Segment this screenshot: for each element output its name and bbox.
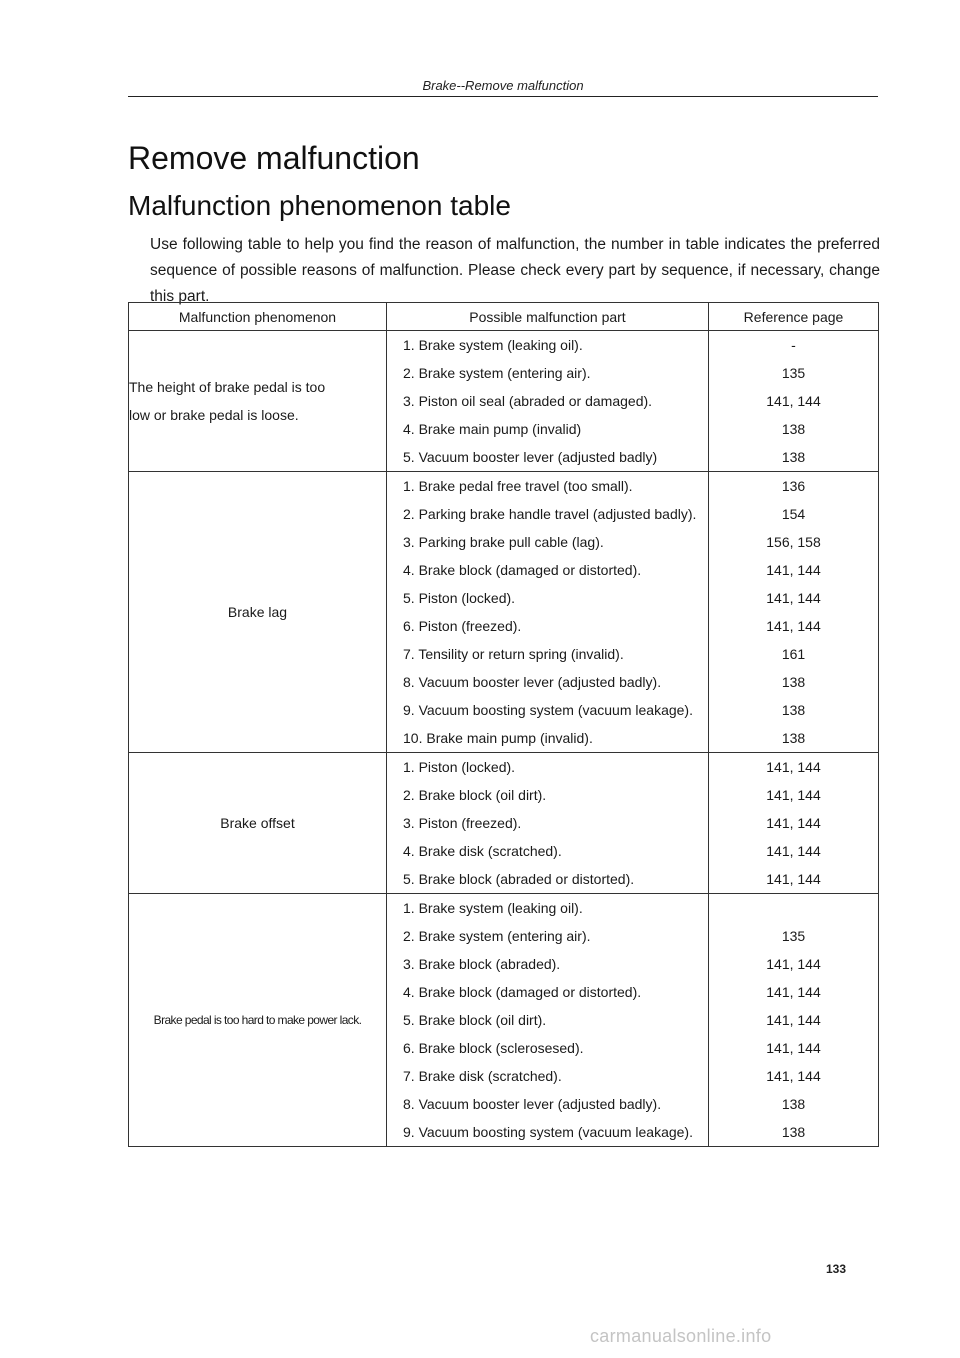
reference-item: 141, 144 (766, 590, 821, 606)
intro-paragraph: Use following table to help you find the reason of malfunction, the number in table indicates the preferred sequence of possible reasons of malfunction. Please check every part by sequence, if necessary, change this part. (150, 236, 880, 305)
part-item: 1. Brake system (leaking oil). (403, 900, 583, 916)
section-title: Malfunction phenomenon table (128, 190, 511, 221)
page-number: 133 (826, 1262, 847, 1276)
reference-list (709, 331, 878, 471)
reference-item: 141, 144 (766, 871, 821, 887)
phenomenon-text: Brake pedal is too hard to make power lack. (153, 1013, 362, 1027)
reference-item: 161 (781, 646, 806, 662)
page-title: Remove malfunction (128, 140, 420, 176)
reference-item: 138 (781, 421, 806, 437)
parts-list (387, 894, 708, 1146)
header-phenomenon: Malfunction phenomenon (129, 303, 387, 331)
part-item: 2. Brake system (entering air). (403, 365, 591, 381)
reference-list (709, 472, 878, 752)
reference-item: - (791, 337, 796, 353)
part-item: 2. Parking brake handle travel (adjusted badly). (403, 506, 697, 522)
part-item: 4. Brake block (damaged or distorted). (403, 562, 642, 578)
phenomenon-cell (129, 753, 387, 894)
part-item: 10. Brake main pump (invalid). (403, 730, 593, 746)
part-item: 6. Piston (freezed). (403, 618, 522, 634)
reference-item: 156, 158 (766, 534, 821, 550)
reference-item: 138 (781, 1124, 806, 1140)
part-item: 1. Brake pedal free travel (too small). (403, 478, 633, 494)
table-header-row (129, 303, 879, 331)
reference-list (709, 753, 878, 893)
parts-list (387, 472, 708, 752)
reference-item: 141, 144 (766, 1012, 821, 1028)
part-item: 8. Vacuum booster lever (adjusted badly). (403, 1096, 662, 1112)
part-item: 5. Brake block (oil dirt). (403, 1012, 547, 1028)
part-item: 4. Brake block (damaged or distorted). (403, 984, 642, 1000)
reference-item: 135 (781, 365, 806, 381)
reference-item (709, 894, 878, 922)
reference-cell (709, 753, 879, 894)
part-item: 8. Vacuum booster lever (adjusted badly). (403, 674, 662, 690)
reference-item: 141, 144 (766, 843, 821, 859)
part-item: 1. Brake system (leaking oil). (403, 337, 583, 353)
parts-list (387, 753, 708, 893)
phenomenon-text: Brake offset (220, 815, 295, 831)
reference-list (709, 894, 878, 1146)
table-row (129, 753, 879, 894)
table-row (129, 472, 879, 753)
reference-item: 141, 144 (766, 759, 821, 775)
parts-cell (387, 472, 709, 753)
reference-item: 138 (781, 674, 806, 690)
phenomenon-cell (129, 472, 387, 753)
reference-item: 141, 144 (766, 393, 821, 409)
phenomenon-text: Brake lag (227, 604, 288, 620)
reference-item: 141, 144 (766, 787, 821, 803)
phenomenon-cell (129, 894, 387, 1147)
parts-cell (387, 894, 709, 1147)
part-item: 9. Vacuum boosting system (vacuum leakage). (403, 702, 693, 718)
part-item: 3. Brake block (abraded). (403, 956, 561, 972)
reference-cell (709, 331, 879, 472)
reference-item: 138 (781, 730, 806, 746)
malfunction-table (128, 302, 879, 1147)
reference-item: 141, 144 (766, 815, 821, 831)
header-rule (128, 96, 878, 97)
parts-cell (387, 753, 709, 894)
phenomenon-text: low or brake pedal is loose. (129, 407, 299, 423)
reference-cell (709, 894, 879, 1147)
reference-item: 141, 144 (766, 956, 821, 972)
reference-cell (709, 472, 879, 753)
part-item: 3. Piston (freezed). (403, 815, 522, 831)
reference-item: 138 (781, 449, 806, 465)
part-item: 9. Vacuum boosting system (vacuum leakage). (403, 1124, 693, 1140)
reference-item: 141, 144 (766, 1068, 821, 1084)
reference-item: 154 (781, 506, 806, 522)
reference-item: 135 (781, 928, 806, 944)
reference-item: 141, 144 (766, 1040, 821, 1056)
part-item: 3. Piston oil seal (abraded or damaged). (403, 393, 653, 409)
phenomenon-cell (129, 331, 387, 472)
parts-list (387, 331, 708, 471)
header-part: Possible malfunction part (387, 303, 709, 331)
reference-item: 141, 144 (766, 562, 821, 578)
part-item: 5. Vacuum booster lever (adjusted badly) (403, 449, 658, 465)
running-header: Brake--Remove malfunction (422, 78, 584, 93)
table-row (129, 894, 879, 1147)
part-item: 2. Brake system (entering air). (403, 928, 591, 944)
table-row (129, 331, 879, 472)
part-item: 5. Piston (locked). (403, 590, 516, 606)
watermark: carmanualsonline.info (590, 1326, 772, 1346)
part-item: 7. Tensility or return spring (invalid). (403, 646, 624, 662)
part-item: 5. Brake block (abraded or distorted). (403, 871, 635, 887)
part-item: 7. Brake disk (scratched). (403, 1068, 562, 1084)
reference-item: 141, 144 (766, 618, 821, 634)
reference-item: 141, 144 (766, 984, 821, 1000)
header-reference: Reference page (709, 303, 879, 331)
phenomenon-text: The height of brake pedal is too (129, 379, 326, 395)
part-item: 6. Brake block (sclerosesed). (403, 1040, 584, 1056)
reference-item: 138 (781, 702, 806, 718)
reference-item: 138 (781, 1096, 806, 1112)
part-item: 2. Brake block (oil dirt). (403, 787, 547, 803)
part-item: 4. Brake disk (scratched). (403, 843, 562, 859)
part-item: 1. Piston (locked). (403, 759, 516, 775)
parts-cell (387, 331, 709, 472)
part-item: 3. Parking brake pull cable (lag). (403, 534, 604, 550)
part-item: 4. Brake main pump (invalid) (403, 421, 582, 437)
reference-item: 136 (781, 478, 806, 494)
